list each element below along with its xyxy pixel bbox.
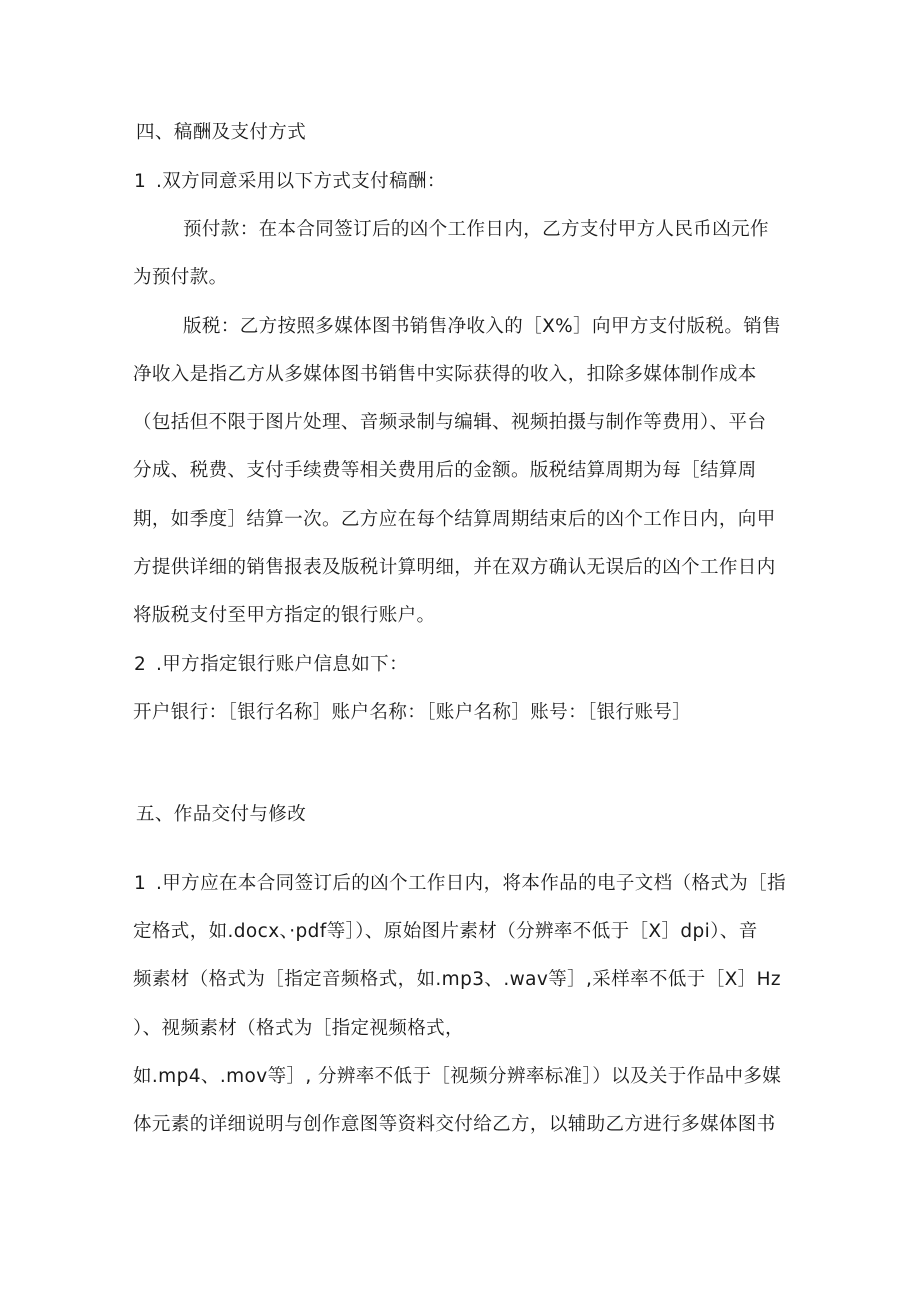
delivery-line: .甲方应在本合同签订后的凶个工作日内，将本作品的电子文档（格式为［指 [156,873,786,894]
royalty-line: 版税：乙方按照多媒体图书销售净收入的［X%］向甲方支付版税。销售 [183,316,782,337]
advance-payment-line: 为预付款。 [133,267,228,288]
royalty-line: 期，如季度］结算一次。乙方应在每个结算周期结束后的凶个工作日内，向甲 [133,509,776,530]
item-1-text: .双方同意采用以下方式支付稿酬： [156,171,446,192]
delivery-line: 如.mp4、.mov等］, 分辨率不低于［视频分辨率标准］）以及关于作品中多媒 [133,1066,782,1087]
royalty-line: 方提供详细的销售报表及版税计算明细，并在双方确认无误后的凶个工作日内 [133,557,776,578]
royalty-line: 净收入是指乙方从多媒体图书销售中实际获得的收入，扣除多媒体制作成本 [133,364,757,385]
delivery-line: 体元素的详细说明与创作意图等资料交付给乙方，以辅助乙方进行多媒体图书 [133,1114,776,1135]
section-4-heading: 四、稿酬及支付方式 [136,122,307,143]
section-5-item-1-number: 1 [134,873,147,894]
item-2-text: .甲方指定银行账户信息如下： [156,654,408,675]
royalty-line: 分成、税费、支付手续费等相关费用后的金额。版税结算周期为每［结算周 [133,460,757,481]
delivery-line: 频素材（格式为［指定音频格式，如.mp3、.wav等］,采样率不低于［X］Hz [133,969,781,990]
royalty-line: 将版税支付至甲方指定的银行账户。 [133,605,436,626]
section-5-heading: 五、作品交付与修改 [136,804,307,825]
bank-account-line: 开户银行：［银行名称］账户名称：［账户名称］账号：［银行账号］ [133,702,692,723]
advance-payment-line: 预付款：在本合同签订后的凶个工作日内，乙方支付甲方人民币凶元作 [183,219,769,240]
item-1-number: 1 [134,171,147,192]
royalty-line: （包括但不限于图片处理、音频录制与编辑、视频拍摄与制作等费用）、平台 [133,412,767,433]
delivery-line: 定格式，如.docx、·pdf等］）、原始图片素材（分辨率不低于［X］dpi）、音 [133,921,758,942]
item-2-number: 2 [134,654,147,675]
delivery-line: ）、视频素材（格式为［指定视频格式， [133,1018,464,1039]
